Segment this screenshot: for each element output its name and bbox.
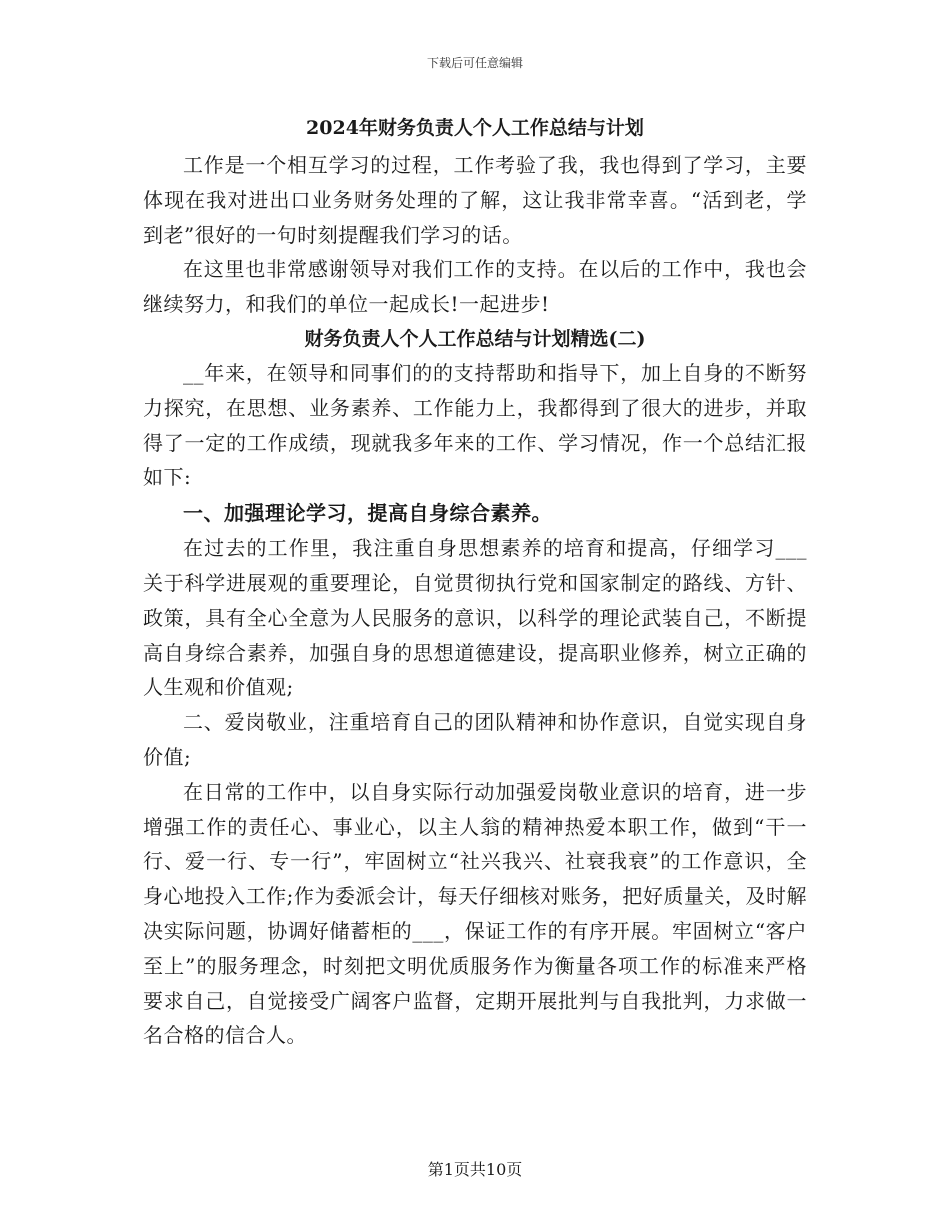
paragraph: 工作是一个相互学习的过程，工作考验了我，我也得到了学习，主要体现在我对进出口业务财务处理的了解，这让我非常幸喜。“活到老，学到老”很好的一句时刻提醒我们学习的话。	[143, 153, 807, 247]
paragraph: 在过去的工作里，我注重自身思想素养的培育和提高，仔细学习___关于科学进展观的重要理论，自觉贯彻执行党和国家制定的路线、方针、政策，具有全心全意为人民服务的意识，以科学的理论武装自己，不断提高自身综合素养，加强自身的思想道德建设，提高职业修养，树立正确的人生观和价值观;	[143, 536, 807, 700]
paragraph: 在日常的工作中，以自身实际行动加强爱岗敬业意识的培育，进一步增强工作的责任心、事业心，以主人翁的精神热爱本职工作，做到“干一行、爱一行、专一行”，牢固树立“社兴我兴、社衰我衰”的工作意识，全身心地投入工作;作为委派会计，每天仔细核对账务，把好质量关，及时解决实际问题，协调好储蓄柜的___，保证工作的有序开展。牢固树立“客户至上”的服务理念，时刻把文明优质服务作为衡量各项工作的标准来严格要求自己，自觉接受广阔客户监督，定期开展批判与自我批判，力求做一名合格的信合人。	[143, 779, 807, 1048]
section-subtitle: 财务负责人个人工作总结与计划精选(二)	[304, 327, 646, 350]
document-body	[143, 112, 807, 1053]
paragraph: 二、爱岗敬业，注重培育自己的团队精神和协作意识，自觉实现自身价值;	[143, 710, 807, 769]
paragraph: __年来，在领导和同事们的的支持帮助和指导下，加上自身的不断努力探究，在思想、业务素养、工作能力上，我都得到了很大的进步，并取得了一定的工作成绩，现就我多年来的工作、学习情况，作一个总结汇报如下:	[143, 360, 807, 490]
page-footer: 第1页共10页	[427, 1160, 523, 1179]
paragraph: 在这里也非常感谢领导对我们工作的支持。在以后的工作中，我也会继续努力，和我们的单位一起成长!一起进步!	[143, 257, 807, 317]
document-title: 2024年财务负责人个人工作总结与计划	[306, 117, 644, 139]
section-heading: 一、加强理论学习，提高自身综合素养。	[183, 501, 552, 526]
page-header-note: 下载后可任意编辑	[426, 56, 523, 70]
